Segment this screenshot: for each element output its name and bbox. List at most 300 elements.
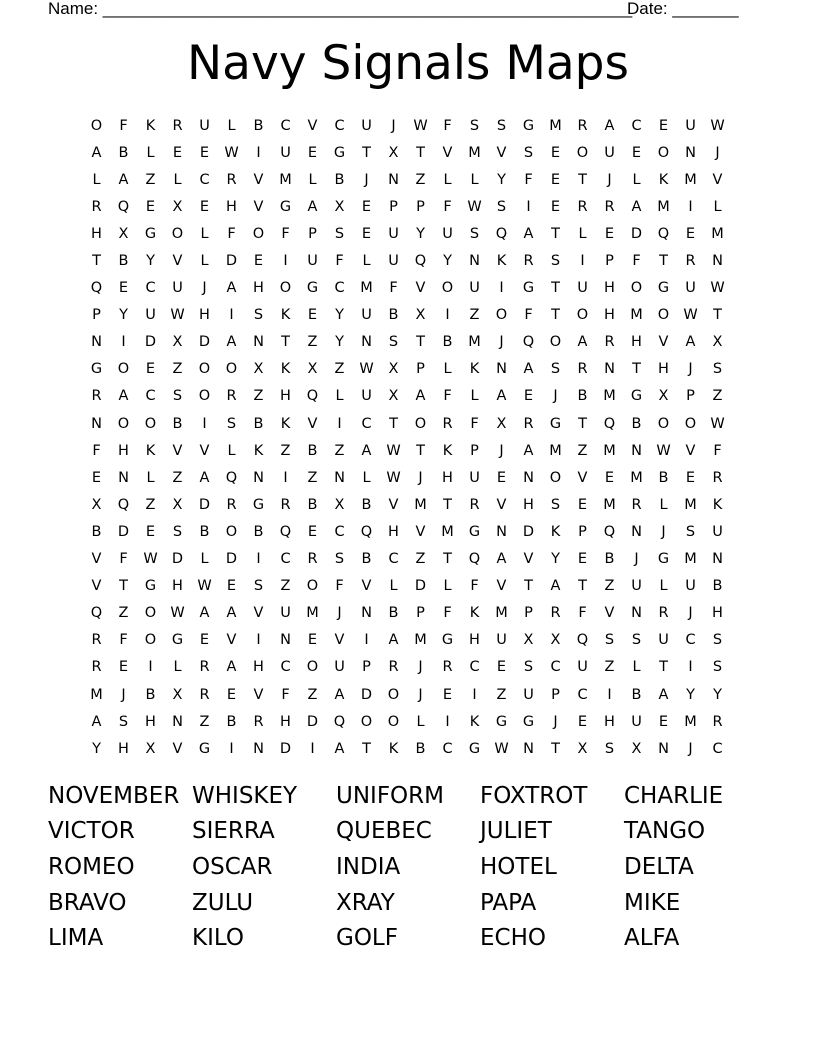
grid-letter: N <box>91 334 102 351</box>
grid-letter: S <box>712 361 723 378</box>
grid-letter: V <box>91 551 102 568</box>
word-list-item: HOTEL <box>480 853 557 880</box>
grid-letter: L <box>173 171 182 188</box>
grid-letter: A <box>91 144 102 161</box>
grid-letter: N <box>496 361 507 378</box>
grid-letter: I <box>256 144 261 161</box>
grid-letter: U <box>280 144 291 161</box>
grid-letter: E <box>307 632 318 649</box>
grid-letter: E <box>658 713 669 730</box>
grid-letter: O <box>144 605 157 622</box>
grid-letter: A <box>361 442 372 459</box>
grid-letter: M <box>630 307 643 324</box>
grid-letter: H <box>604 713 615 730</box>
grid-letter: U <box>172 280 183 297</box>
grid-letter: E <box>604 225 615 242</box>
grid-letter: B <box>388 605 399 622</box>
grid-letter: U <box>361 117 372 134</box>
grid-letter: A <box>226 605 237 622</box>
grid-letter: G <box>144 578 157 595</box>
grid-letter: G <box>252 496 265 513</box>
grid-letter: H <box>172 578 183 595</box>
grid-letter: A <box>523 225 534 242</box>
grid-letter: K <box>469 361 480 378</box>
grid-letter: U <box>496 632 507 649</box>
grid-letter: M <box>414 632 427 649</box>
grid-letter: R <box>712 713 723 730</box>
grid-letter: T <box>281 334 290 351</box>
grid-letter: S <box>388 334 399 351</box>
grid-letter: W <box>143 551 158 568</box>
grid-letter: S <box>334 551 345 568</box>
grid-letter: R <box>226 171 237 188</box>
grid-letter: V <box>496 496 507 513</box>
grid-letter: N <box>631 605 642 622</box>
grid-letter: L <box>146 469 155 486</box>
grid-letter: J <box>688 361 693 378</box>
grid-letter: T <box>416 334 425 351</box>
grid-letter: A <box>307 198 318 215</box>
grid-letter: L <box>173 659 182 676</box>
grid-letter: B <box>361 496 372 513</box>
grid-letter: T <box>551 225 560 242</box>
grid-letter: A <box>226 659 237 676</box>
grid-letter: P <box>578 523 587 540</box>
grid-letter: J <box>418 659 423 676</box>
grid-letter: S <box>469 117 480 134</box>
grid-letter: I <box>202 415 207 432</box>
grid-letter: L <box>389 578 398 595</box>
grid-letter: G <box>657 280 670 297</box>
grid-letter: B <box>631 415 642 432</box>
grid-letter: M <box>630 469 643 486</box>
grid-letter: A <box>118 171 129 188</box>
grid-letter: X <box>523 632 534 649</box>
grid-letter: Q <box>603 523 616 540</box>
grid-letter: Q <box>522 334 535 351</box>
grid-letter: O <box>576 144 589 161</box>
grid-letter: M <box>414 496 427 513</box>
grid-letter: O <box>495 307 508 324</box>
grid-letter: W <box>170 605 185 622</box>
grid-letter: Q <box>468 551 481 568</box>
grid-letter: G <box>495 713 508 730</box>
grid-letter: Y <box>443 253 452 270</box>
grid-letter: G <box>144 225 157 242</box>
grid-letter: D <box>117 523 130 540</box>
grid-letter: S <box>712 659 723 676</box>
grid-letter: V <box>172 442 183 459</box>
grid-letter: X <box>577 740 588 757</box>
grid-letter: T <box>551 307 560 324</box>
grid-letter: U <box>658 632 669 649</box>
grid-letter: A <box>199 605 210 622</box>
grid-letter: T <box>443 551 452 568</box>
word-list-item: TANGO <box>624 818 706 845</box>
grid-letter: Y <box>146 253 155 270</box>
grid-letter: V <box>253 198 264 215</box>
grid-letter: Z <box>145 496 156 513</box>
grid-letter: A <box>334 740 345 757</box>
grid-letter: C <box>388 551 399 568</box>
grid-letter: N <box>253 469 264 486</box>
grid-letter: W <box>386 442 401 459</box>
grid-letter: U <box>631 713 642 730</box>
grid-letter: Z <box>307 469 318 486</box>
grid-letter: J <box>202 280 207 297</box>
page-title: Navy Signals Maps <box>186 36 629 91</box>
grid-letter: K <box>442 442 453 459</box>
word-list-item: VICTOR <box>48 818 135 845</box>
grid-letter: U <box>685 578 696 595</box>
grid-letter: A <box>523 361 534 378</box>
grid-letter: V <box>415 523 426 540</box>
grid-letter: E <box>550 171 561 188</box>
grid-letter: F <box>281 686 290 703</box>
grid-letter: V <box>685 442 696 459</box>
grid-letter: N <box>388 171 399 188</box>
grid-letter: G <box>279 198 292 215</box>
grid-letter: L <box>362 253 371 270</box>
grid-letter: S <box>226 415 237 432</box>
grid-letter: S <box>523 144 534 161</box>
grid-letter: P <box>524 605 533 622</box>
grid-letter: W <box>197 578 212 595</box>
grid-letter: O <box>144 415 157 432</box>
grid-letter: N <box>334 469 345 486</box>
grid-letter: U <box>280 605 291 622</box>
grid-letter: J <box>688 740 693 757</box>
word-list-item: XRAY <box>336 889 395 916</box>
grid-letter: L <box>659 496 668 513</box>
grid-letter: L <box>632 659 641 676</box>
grid-letter: F <box>119 117 128 134</box>
grid-letter: E <box>658 117 669 134</box>
grid-letter: U <box>361 388 372 405</box>
grid-letter: V <box>307 415 318 432</box>
grid-letter: J <box>553 713 558 730</box>
grid-letter: K <box>145 117 156 134</box>
grid-letter: Z <box>577 442 588 459</box>
grid-letter: K <box>280 307 291 324</box>
grid-letter: Y <box>335 307 344 324</box>
grid-letter: N <box>469 253 480 270</box>
grid-letter: E <box>577 551 588 568</box>
grid-letter: C <box>550 659 561 676</box>
grid-letter: Q <box>225 469 238 486</box>
grid-letter: H <box>118 442 129 459</box>
grid-letter: H <box>442 469 453 486</box>
grid-letter: E <box>226 686 237 703</box>
grid-letter: U <box>577 659 588 676</box>
grid-letter: X <box>307 361 318 378</box>
grid-letter: N <box>523 469 534 486</box>
grid-letter: Y <box>497 171 506 188</box>
grid-letter: N <box>118 469 129 486</box>
grid-letter: M <box>684 496 697 513</box>
grid-letter: Z <box>604 578 615 595</box>
grid-letter: F <box>578 605 587 622</box>
grid-letter: D <box>306 713 319 730</box>
grid-letter: C <box>334 117 345 134</box>
grid-letter: K <box>388 740 399 757</box>
grid-letter: V <box>496 144 507 161</box>
grid-letter: J <box>607 171 612 188</box>
grid-letter: T <box>551 280 560 297</box>
grid-letter: S <box>334 225 345 242</box>
grid-letter: E <box>199 632 210 649</box>
grid-letter: Y <box>686 686 695 703</box>
grid-letter: Z <box>307 686 318 703</box>
word-list-item: ZULU <box>192 889 254 916</box>
grid-letter: H <box>118 740 129 757</box>
grid-letter: A <box>631 198 642 215</box>
grid-letter: G <box>171 632 184 649</box>
grid-letter: B <box>658 469 669 486</box>
grid-letter: E <box>199 198 210 215</box>
grid-letter: M <box>684 713 697 730</box>
grid-letter: Q <box>414 253 427 270</box>
grid-letter: O <box>144 632 157 649</box>
grid-letter: I <box>688 198 693 215</box>
grid-letter: M <box>306 605 319 622</box>
grid-letter: T <box>524 578 533 595</box>
grid-letter: F <box>632 253 641 270</box>
grid-letter: X <box>172 496 183 513</box>
grid-letter: Z <box>334 361 345 378</box>
grid-letter: O <box>360 713 373 730</box>
grid-letter: H <box>658 361 669 378</box>
grid-letter: J <box>553 388 558 405</box>
grid-letter: O <box>387 713 400 730</box>
grid-letter: D <box>279 740 292 757</box>
grid-letter: D <box>522 523 535 540</box>
grid-letter: O <box>252 225 265 242</box>
grid-letter: R <box>442 415 453 432</box>
word-list-item: UNIFORM <box>336 782 444 809</box>
grid-letter: B <box>118 253 129 270</box>
grid-letter: H <box>631 334 642 351</box>
grid-letter: V <box>577 469 588 486</box>
grid-letter: N <box>496 523 507 540</box>
grid-letter: J <box>688 605 693 622</box>
grid-letter: D <box>360 686 373 703</box>
grid-letter: V <box>253 171 264 188</box>
word-list-item: NOVEMBER <box>48 782 180 809</box>
grid-letter: N <box>91 415 102 432</box>
grid-letter: J <box>121 686 126 703</box>
word-list-item: KILO <box>192 925 244 952</box>
grid-letter: L <box>632 171 641 188</box>
grid-letter: C <box>280 117 291 134</box>
grid-letter: F <box>92 442 101 459</box>
grid-letter: H <box>712 605 723 622</box>
grid-letter: B <box>307 442 318 459</box>
grid-letter: H <box>145 713 156 730</box>
grid-letter: X <box>388 361 399 378</box>
grid-letter: I <box>337 415 342 432</box>
grid-letter: P <box>551 686 560 703</box>
grid-letter: R <box>712 469 723 486</box>
grid-letter: U <box>523 686 534 703</box>
word-list-item: PAPA <box>480 889 537 916</box>
grid-letter: L <box>578 225 587 242</box>
grid-letter: R <box>523 415 534 432</box>
grid-letter: A <box>577 334 588 351</box>
grid-letter: L <box>416 713 425 730</box>
grid-letter: T <box>443 496 452 513</box>
grid-letter: I <box>445 307 450 324</box>
grid-letter: J <box>661 523 666 540</box>
grid-letter: X <box>388 388 399 405</box>
grid-letter: G <box>306 280 319 297</box>
grid-letter: K <box>496 253 507 270</box>
grid-letter: S <box>550 361 561 378</box>
grid-letter: V <box>361 578 372 595</box>
grid-letter: R <box>226 496 237 513</box>
grid-letter: O <box>549 469 562 486</box>
grid-letter: R <box>658 605 669 622</box>
grid-letter: C <box>712 740 723 757</box>
word-list-item: BRAVO <box>48 889 127 916</box>
grid-letter: O <box>117 415 130 432</box>
grid-letter: W <box>359 361 374 378</box>
grid-letter: E <box>145 523 156 540</box>
grid-letter: V <box>253 605 264 622</box>
grid-letter: Q <box>333 713 346 730</box>
grid-letter: U <box>685 117 696 134</box>
grid-letter: V <box>172 740 183 757</box>
grid-letter: O <box>684 415 697 432</box>
grid-letter: G <box>522 117 535 134</box>
grid-letter: J <box>715 144 720 161</box>
grid-letter: J <box>337 605 342 622</box>
grid-letter: A <box>118 388 129 405</box>
grid-letter: I <box>445 713 450 730</box>
grid-letter: E <box>361 225 372 242</box>
grid-letter: Q <box>90 280 103 297</box>
grid-letter: E <box>685 469 696 486</box>
grid-letter: O <box>225 361 238 378</box>
grid-letter: R <box>685 253 696 270</box>
word-list-item: OSCAR <box>192 853 273 880</box>
grid-letter: A <box>226 280 237 297</box>
grid-letter: Q <box>603 415 616 432</box>
grid-letter: R <box>280 496 291 513</box>
grid-letter: T <box>578 171 587 188</box>
grid-letter: X <box>172 334 183 351</box>
grid-letter: U <box>469 280 480 297</box>
grid-letter: M <box>549 117 562 134</box>
grid-letter: X <box>388 144 399 161</box>
grid-letter: Z <box>199 713 210 730</box>
grid-letter: E <box>361 198 372 215</box>
grid-letter: Y <box>92 740 101 757</box>
grid-letter: U <box>334 659 345 676</box>
grid-letter: D <box>144 334 157 351</box>
grid-letter: R <box>91 198 102 215</box>
grid-letter: L <box>308 171 317 188</box>
grid-letter: I <box>364 632 369 649</box>
grid-letter: V <box>388 496 399 513</box>
grid-letter: K <box>280 415 291 432</box>
grid-letter: E <box>604 469 615 486</box>
grid-letter: X <box>496 415 507 432</box>
grid-letter: L <box>443 171 452 188</box>
grid-letter: M <box>684 551 697 568</box>
grid-letter: F <box>470 415 479 432</box>
grid-letter: J <box>391 117 396 134</box>
grid-letter: H <box>226 198 237 215</box>
grid-letter: W <box>494 740 509 757</box>
grid-letter: N <box>631 523 642 540</box>
grid-letter: E <box>307 523 318 540</box>
grid-letter: R <box>523 253 534 270</box>
grid-letter: X <box>631 740 642 757</box>
grid-letter: B <box>334 171 345 188</box>
grid-letter: I <box>688 659 693 676</box>
grid-letter: L <box>443 578 452 595</box>
grid-letter: Y <box>335 334 344 351</box>
grid-letter: D <box>225 253 238 270</box>
grid-letter: D <box>225 551 238 568</box>
grid-letter: D <box>198 334 211 351</box>
grid-letter: N <box>361 334 372 351</box>
grid-letter: F <box>389 280 398 297</box>
grid-letter: R <box>199 686 210 703</box>
grid-letter: F <box>524 171 533 188</box>
grid-letter: P <box>308 225 317 242</box>
grid-letter: P <box>416 605 425 622</box>
grid-letter: W <box>710 415 725 432</box>
grid-letter: R <box>388 659 399 676</box>
grid-letter: G <box>90 361 103 378</box>
grid-letter: X <box>253 361 264 378</box>
grid-letter: U <box>631 578 642 595</box>
grid-letter: F <box>119 551 128 568</box>
grid-letter: C <box>145 388 156 405</box>
grid-letter: Z <box>307 334 318 351</box>
grid-letter: M <box>468 334 481 351</box>
grid-letter: A <box>334 686 345 703</box>
grid-letter: X <box>415 307 426 324</box>
grid-letter: E <box>118 280 129 297</box>
grid-letter: V <box>523 551 534 568</box>
grid-letter: L <box>443 361 452 378</box>
grid-letter: T <box>92 253 101 270</box>
grid-letter: E <box>523 388 534 405</box>
grid-letter: E <box>496 469 507 486</box>
grid-letter: M <box>360 280 373 297</box>
grid-letter: R <box>226 388 237 405</box>
grid-letter: H <box>91 225 102 242</box>
letter-grid <box>83 112 731 762</box>
header-line <box>48 0 748 18</box>
grid-letter: K <box>658 171 669 188</box>
grid-letter: A <box>199 469 210 486</box>
word-list-item: FOXTROT <box>480 782 588 809</box>
grid-letter: D <box>414 578 427 595</box>
grid-letter: O <box>414 415 427 432</box>
grid-letter: R <box>91 632 102 649</box>
grid-letter: P <box>362 659 371 676</box>
grid-letter: R <box>604 334 615 351</box>
grid-letter: L <box>200 225 209 242</box>
grid-letter: A <box>388 632 399 649</box>
grid-letter: O <box>171 225 184 242</box>
grid-letter: J <box>418 686 423 703</box>
grid-letter: B <box>577 388 588 405</box>
